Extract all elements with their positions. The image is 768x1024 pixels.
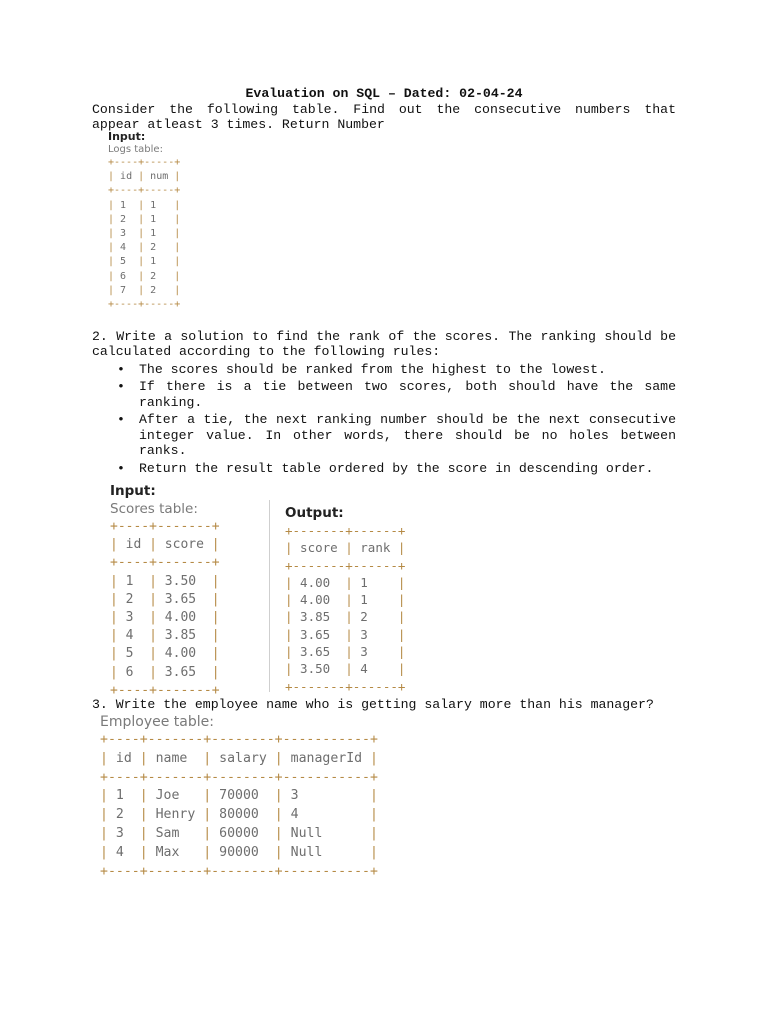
table-cell: 2 (114, 213, 139, 225)
rule-item: • Return the result table ordered by the score in descending order. (139, 461, 676, 477)
table-border: | (108, 270, 115, 282)
table-border: +-------+------+ (285, 523, 406, 538)
table-border: +----+-------+--------+-----------+ (100, 863, 378, 879)
table-border: | (149, 628, 157, 644)
table-cell: 3 (352, 644, 398, 660)
table-border: | (139, 807, 148, 823)
table-cell: 3 (282, 788, 371, 804)
table-border: | (345, 609, 353, 625)
logs-table (108, 156, 180, 312)
table-cell: Joe (147, 788, 204, 804)
scores-input-label: Input: (110, 483, 156, 499)
table-border: | (174, 213, 181, 225)
table-cell: Null (282, 844, 371, 860)
table-border: | (397, 644, 406, 660)
table-border: | (100, 844, 108, 860)
table-cell: 4 (352, 661, 398, 677)
table-border: | (138, 242, 145, 254)
table-border: | (285, 609, 293, 625)
table-cell: 1 (352, 592, 398, 608)
table-header-cell: id (114, 171, 139, 183)
table-cell: 60000 (211, 825, 275, 841)
table-border: | (174, 228, 181, 240)
table-border: +----+-----+ (108, 185, 181, 197)
table-border: | (174, 199, 181, 211)
table-border: | (139, 750, 148, 766)
question-2-prompt: 2. Write a solution to find the rank of the scores. The ranking should be calculated according to the following rules: (92, 328, 676, 359)
table-border: | (100, 807, 108, 823)
table-border: | (149, 610, 157, 626)
table-border: | (370, 825, 378, 841)
table-cell: 80000 (211, 807, 275, 823)
table-border: | (100, 825, 108, 841)
table-border: | (138, 199, 145, 211)
table-border: | (149, 664, 157, 680)
logs-input-label: Input: (108, 130, 146, 143)
question-3-block (92, 697, 676, 713)
table-border: | (370, 807, 378, 823)
table-cell: 6 (114, 270, 139, 282)
table-cell: 1 (117, 573, 150, 589)
employee-table-image (100, 713, 378, 881)
question-1-prompt: Consider the following table. Find out the consecutive numbers that appear atleast 3 times. Return Number (92, 101, 676, 132)
table-border: | (211, 537, 220, 553)
table-border: | (110, 628, 118, 644)
table-border: +----+-------+ (110, 682, 220, 698)
table-cell: 3.65 (156, 591, 212, 607)
table-border: | (138, 171, 145, 183)
table-cell: Null (282, 825, 371, 841)
table-cell: 1 (144, 199, 175, 211)
question-3-prompt: 3. Write the employee name who is getting salary more than his manager? (92, 697, 654, 712)
table-border: | (211, 610, 220, 626)
divider (269, 500, 270, 692)
table-border: | (108, 171, 115, 183)
table-cell: 3.85 (156, 628, 212, 644)
table-border: | (108, 256, 115, 268)
table-border: | (149, 573, 157, 589)
table-border: | (138, 270, 145, 282)
table-cell: 2 (144, 242, 175, 254)
table-border: | (138, 284, 145, 296)
table-border: | (397, 626, 406, 642)
table-border: +----+-------+--------+-----------+ (100, 732, 378, 747)
table-border: | (274, 844, 283, 860)
table-border: | (149, 591, 157, 607)
table-header-cell: managerId (282, 750, 371, 766)
table-border: | (108, 213, 115, 225)
table-header-cell: name (147, 750, 204, 766)
table-border: | (274, 825, 283, 841)
table-cell: 3.50 (156, 573, 212, 589)
table-border: +----+-------+--------+-----------+ (100, 769, 378, 785)
table-cell: Henry (147, 807, 204, 823)
table-header-cell: num (144, 171, 175, 183)
table-border: | (397, 592, 406, 608)
table-border: | (203, 825, 212, 841)
table-cell: 1 (144, 228, 175, 240)
rule-item: • If there is a tie between two scores, both should have the same ranking. (139, 379, 676, 410)
table-border: | (397, 661, 406, 677)
logs-table-caption: Logs table: (108, 144, 163, 155)
table-cell: Max (147, 844, 204, 860)
table-border: | (211, 664, 220, 680)
table-border: | (108, 228, 115, 240)
table-border: | (397, 540, 406, 556)
table-border: | (110, 573, 118, 589)
table-border: | (370, 750, 378, 766)
table-cell: 3.65 (292, 626, 346, 642)
table-border: | (108, 242, 115, 254)
table-cell: 3.50 (292, 661, 346, 677)
table-header-cell: salary (211, 750, 275, 766)
table-cell: 3 (117, 610, 150, 626)
table-border: | (285, 592, 293, 608)
employee-table (100, 731, 378, 881)
table-border: | (138, 213, 145, 225)
table-cell: 1 (114, 199, 139, 211)
table-cell: 4 (282, 807, 371, 823)
table-border: | (108, 199, 115, 211)
table-cell: 3 (352, 626, 398, 642)
table-border: | (285, 540, 293, 556)
table-cell: 5 (117, 646, 150, 662)
table-border: | (274, 750, 283, 766)
table-border: | (139, 788, 148, 804)
output-label: Output: (285, 505, 344, 521)
table-cell: 4.00 (292, 592, 346, 608)
table-border: | (345, 540, 353, 556)
table-border: | (108, 284, 115, 296)
table-border: | (285, 644, 293, 660)
table-cell: 1 (352, 574, 398, 590)
table-cell: 2 (144, 270, 175, 282)
table-cell: 90000 (211, 844, 275, 860)
table-cell: 2 (117, 591, 150, 607)
table-cell: 4 (117, 628, 150, 644)
employee-table-caption: Employee table: (100, 714, 214, 730)
table-cell: 7 (114, 284, 139, 296)
table-cell: 5 (114, 256, 139, 268)
table-border: | (100, 750, 108, 766)
table-border: | (149, 537, 157, 553)
table-cell: 3.65 (292, 644, 346, 660)
table-border: +----+-------+ (110, 519, 220, 534)
table-border: | (149, 646, 157, 662)
table-border: | (110, 537, 118, 553)
table-cell: 1 (144, 213, 175, 225)
table-border: +-------+------+ (285, 678, 406, 694)
table-cell: 2 (144, 284, 175, 296)
table-border: | (138, 256, 145, 268)
table-border: | (397, 609, 406, 625)
logs-table-image (108, 131, 180, 312)
table-cell: 4 (107, 844, 140, 860)
table-header-cell: id (107, 750, 140, 766)
table-cell: 4.00 (292, 574, 346, 590)
table-border: | (345, 592, 353, 608)
ranking-rules-list (92, 362, 676, 477)
table-cell: 4 (114, 242, 139, 254)
table-border: | (203, 807, 212, 823)
table-border: | (211, 646, 220, 662)
table-border: | (174, 270, 181, 282)
rule-item: • The scores should be ranked from the highest to the lowest. (139, 362, 676, 378)
table-cell: 1 (144, 256, 175, 268)
table-cell: 3 (107, 825, 140, 841)
table-border: | (174, 171, 181, 183)
table-border: | (100, 788, 108, 804)
ranked-output-image (285, 504, 405, 695)
table-cell: 6 (117, 664, 150, 680)
table-border: | (138, 228, 145, 240)
table-border: | (174, 256, 181, 268)
table-border: | (274, 807, 283, 823)
table-cell: 70000 (211, 788, 275, 804)
table-border: +----+-----+ (108, 157, 181, 168)
table-border: +----+-------+ (110, 555, 220, 571)
table-border: | (203, 750, 212, 766)
table-border: | (274, 788, 283, 804)
table-border: | (139, 844, 148, 860)
table-border: +-------+------+ (285, 557, 406, 573)
table-cell: 3.85 (292, 609, 346, 625)
table-cell: 3 (114, 228, 139, 240)
table-cell: 2 (107, 807, 140, 823)
table-cell: 4.00 (156, 610, 212, 626)
table-cell: 3.65 (156, 664, 212, 680)
scores-table-image (110, 482, 220, 700)
table-cell: Sam (147, 825, 204, 841)
table-border: | (110, 610, 118, 626)
table-border: | (211, 628, 220, 644)
table-header-cell: score (292, 540, 346, 556)
table-cell: 2 (352, 609, 398, 625)
table-header-cell: score (156, 537, 212, 553)
table-border: | (397, 574, 406, 590)
table-border: | (139, 825, 148, 841)
table-border: | (203, 844, 212, 860)
table-cell: 1 (107, 788, 140, 804)
output-table (285, 522, 405, 695)
scores-table-caption: Scores table: (110, 501, 198, 517)
table-border: | (345, 574, 353, 590)
table-border: | (370, 844, 378, 860)
table-border: | (203, 788, 212, 804)
table-header-cell: id (117, 537, 150, 553)
rule-item: • After a tie, the next ranking number should be the next consecutive integer value. In other words, there should be no holes between ranks. (139, 412, 676, 459)
table-border: | (345, 644, 353, 660)
table-border: | (285, 574, 293, 590)
table-border: | (370, 788, 378, 804)
table-border: | (110, 591, 118, 607)
scores-table (110, 518, 220, 700)
table-border: | (285, 626, 293, 642)
table-border: | (174, 242, 181, 254)
page-title: Evaluation on SQL – Dated: 02-04-24 (245, 86, 523, 101)
table-border: +----+-----+ (108, 299, 181, 311)
table-border: | (110, 664, 118, 680)
table-border: | (211, 591, 220, 607)
table-border: | (285, 661, 293, 677)
table-border: | (211, 573, 220, 589)
table-cell: 4.00 (156, 646, 212, 662)
table-border: | (110, 646, 118, 662)
table-border: | (174, 284, 181, 296)
table-border: | (345, 626, 353, 642)
table-border: | (345, 661, 353, 677)
table-header-cell: rank (352, 540, 398, 556)
